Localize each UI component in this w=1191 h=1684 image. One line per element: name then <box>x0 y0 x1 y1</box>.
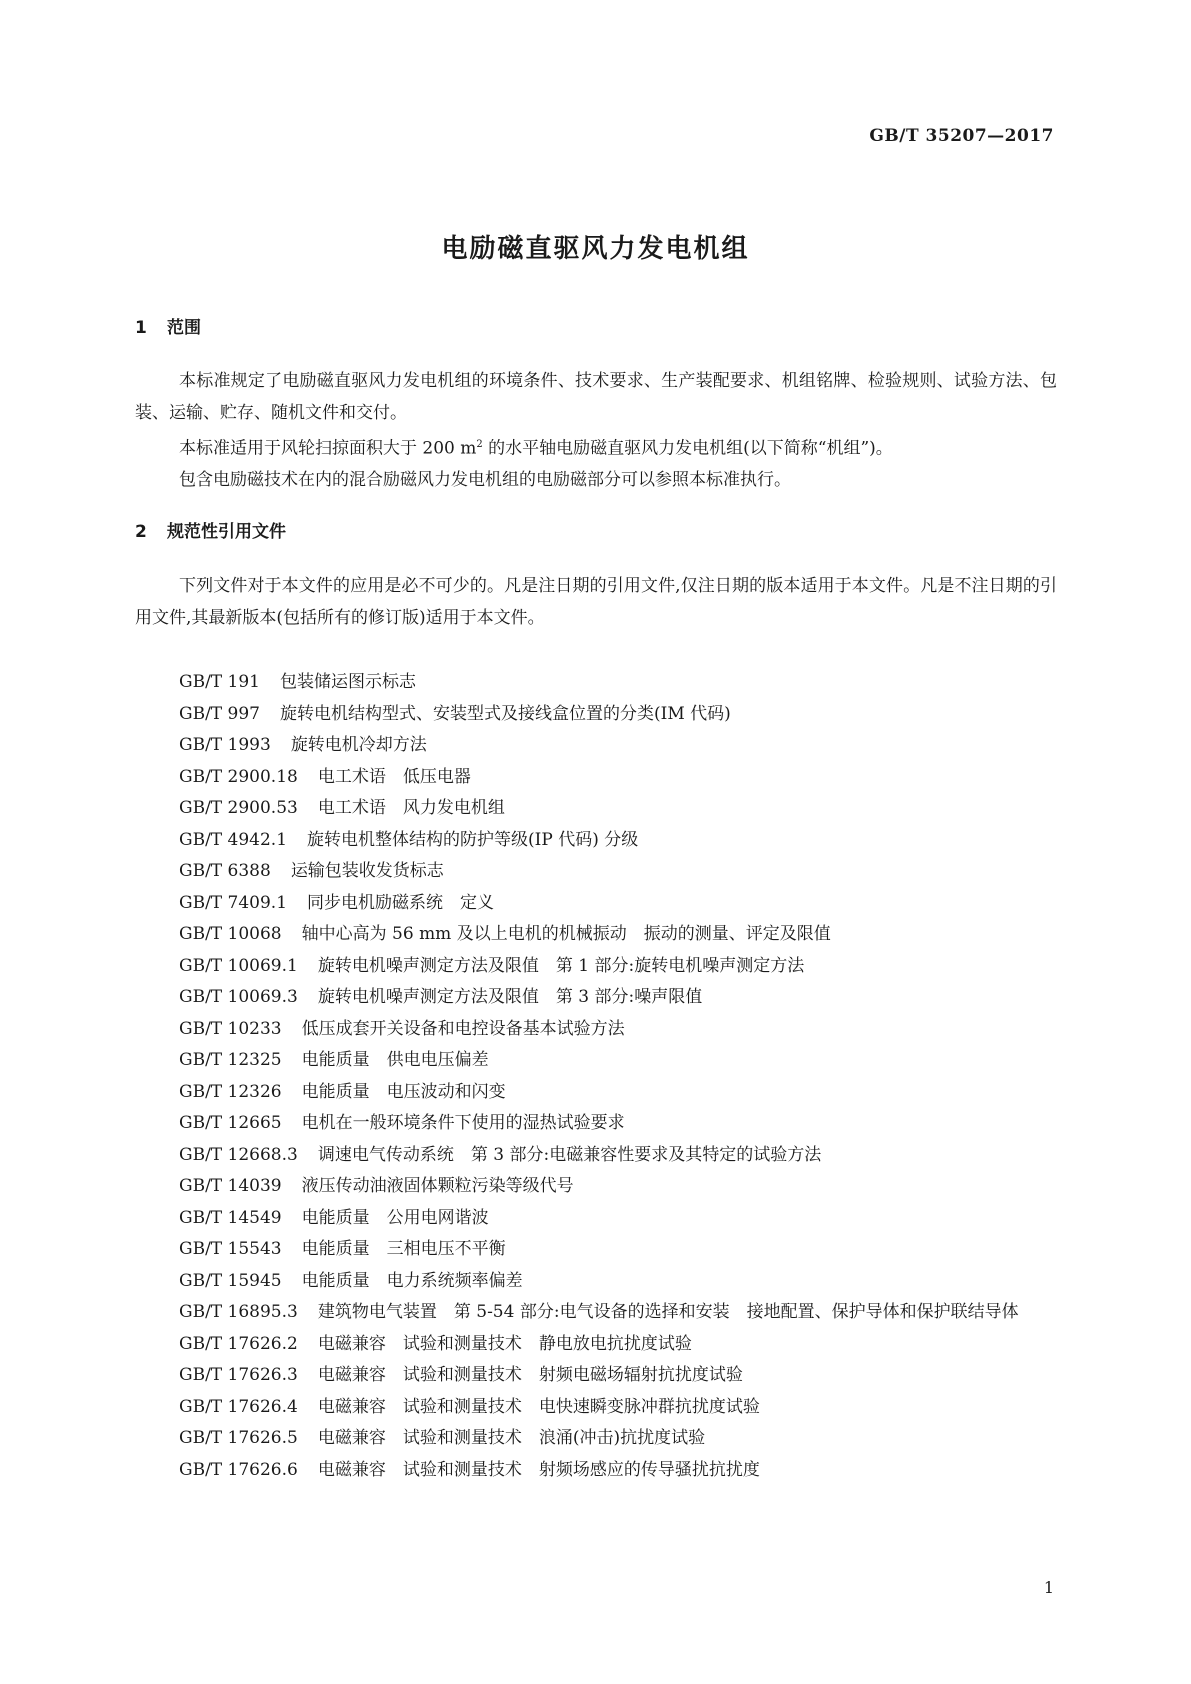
reference-item <box>135 1455 1057 1487</box>
reference-title: 调速电气传动系统 第 3 部分:电磁兼容性要求及其特定的试验方法 <box>317 1144 822 1165</box>
section-title: 规范性引用文件 <box>167 522 286 542</box>
scope-applicability-text-a: 本标准适用于风轮扫掠面积大于 200 m <box>179 438 477 459</box>
section-number: 1 <box>135 318 147 338</box>
reference-code: GB/T 1993 <box>179 735 271 755</box>
reference-item <box>135 1329 1057 1361</box>
reference-code: GB/T 997 <box>179 703 260 724</box>
reference-title: 旋转电机冷却方法 <box>290 735 427 755</box>
section-number: 2 <box>135 522 147 542</box>
reference-title: 旋转电机整体结构的防护等级(IP 代码) 分级 <box>307 829 639 850</box>
reference-code: GB/T 12326 <box>179 1081 282 1102</box>
reference-code: GB/T 17626.3 <box>179 1365 298 1385</box>
reference-title: 电能质量 三相电压不平衡 <box>301 1239 506 1259</box>
reference-item <box>135 1077 1057 1109</box>
reference-code: GB/T 14549 <box>179 1207 282 1228</box>
reference-code: GB/T 2900.53 <box>179 798 298 818</box>
section-heading-scope <box>135 313 201 338</box>
reference-list <box>135 667 1057 1486</box>
reference-title: 电能质量 电力系统频率偏差 <box>301 1270 523 1291</box>
reference-title: 低压成套开关设备和电控设备基本试验方法 <box>301 1018 625 1039</box>
superscript-two: 2 <box>476 439 483 450</box>
reference-title: 电能质量 供电电压偏差 <box>301 1050 489 1070</box>
reference-title: 建筑物电气装置 第 5-54 部分:电气设备的选择和安装 接地配置、保护导体和保护联结导体 <box>317 1302 1019 1322</box>
reference-title: 电磁兼容 试验和测量技术 静电放电抗扰度试验 <box>317 1333 692 1354</box>
reference-code: GB/T 191 <box>179 672 260 692</box>
reference-code: GB/T 2900.18 <box>179 766 298 787</box>
section-title: 范围 <box>167 318 201 338</box>
reference-item <box>135 856 1057 888</box>
reference-title: 包装储运图示标志 <box>280 672 416 692</box>
reference-code: GB/T 6388 <box>179 861 271 881</box>
reference-code: GB/T 17626.6 <box>179 1459 298 1480</box>
reference-code: GB/T 10069.1 <box>179 955 298 976</box>
reference-item <box>135 667 1057 699</box>
reference-title: 电磁兼容 试验和测量技术 电快速瞬变脉冲群抗扰度试验 <box>317 1396 760 1417</box>
reference-item <box>135 1045 1057 1077</box>
document-title: 电励磁直驱风力发电机组 <box>441 234 750 264</box>
scope-paragraph: 本标准规定了电励磁直驱风力发电机组的环境条件、技术要求、生产装配要求、机组铭牌、检验规则、试验方法、包装、运输、贮存、随机文件和交付。 <box>135 371 1057 423</box>
reference-code: GB/T 4942.1 <box>179 829 288 850</box>
reference-code: GB/T 12665 <box>179 1113 282 1133</box>
reference-item <box>135 1297 1057 1329</box>
scope-body <box>135 366 1057 497</box>
reference-item <box>135 1171 1057 1203</box>
reference-code: GB/T 17626.4 <box>179 1396 298 1417</box>
reference-code: GB/T 17626.2 <box>179 1333 298 1354</box>
reference-item <box>135 793 1057 825</box>
reference-item <box>135 1234 1057 1266</box>
reference-item <box>135 888 1057 920</box>
reference-item <box>135 919 1057 951</box>
reference-item <box>135 1203 1057 1235</box>
reference-code: GB/T 10068 <box>179 924 282 944</box>
reference-item <box>135 1360 1057 1392</box>
reference-title: 电磁兼容 试验和测量技术 射频电磁场辐射抗扰度试验 <box>317 1365 743 1385</box>
scope-applicability-paragraph <box>135 429 1057 465</box>
reference-code: GB/T 15945 <box>179 1270 282 1291</box>
reference-title: 旋转电机噪声测定方法及限值 第 3 部分:噪声限值 <box>317 987 703 1007</box>
reference-title: 运输包装收发货标志 <box>290 861 444 881</box>
reference-title: 电工术语 风力发电机组 <box>317 798 505 818</box>
reference-title: 电磁兼容 试验和测量技术 射频场感应的传导骚扰抗扰度 <box>317 1459 760 1480</box>
reference-item <box>135 982 1057 1014</box>
reference-item <box>135 730 1057 762</box>
reference-code: GB/T 12325 <box>179 1050 282 1070</box>
reference-item <box>135 1014 1057 1046</box>
reference-code: GB/T 10069.3 <box>179 987 298 1007</box>
reference-code: GB/T 14039 <box>179 1176 282 1196</box>
scope-applicability-text-b: 的水平轴电励磁直驱风力发电机组(以下简称“机组”)。 <box>488 438 893 459</box>
reference-code: GB/T 17626.5 <box>179 1428 298 1448</box>
reference-item <box>135 1140 1057 1172</box>
reference-code: GB/T 16895.3 <box>179 1302 298 1322</box>
reference-item <box>135 1392 1057 1424</box>
reference-item <box>135 1423 1057 1455</box>
reference-code: GB/T 15543 <box>179 1239 282 1259</box>
reference-item <box>135 951 1057 983</box>
reference-title: 电工术语 低压电器 <box>317 766 471 787</box>
standard-number: GB/T 35207—2017 <box>869 126 1054 146</box>
reference-title: 电磁兼容 试验和测量技术 浪涌(冲击)抗扰度试验 <box>317 1428 706 1448</box>
reference-item <box>135 825 1057 857</box>
reference-title: 电能质量 电压波动和闪变 <box>301 1081 506 1102</box>
reference-title: 电能质量 公用电网谐波 <box>301 1207 489 1228</box>
reference-title: 旋转电机噪声测定方法及限值 第 1 部分:旋转电机噪声测定方法 <box>317 955 805 976</box>
references-intro <box>135 571 1057 634</box>
reference-item <box>135 699 1057 731</box>
page-number: 1 <box>1043 1578 1054 1597</box>
reference-title: 同步电机励磁系统 定义 <box>307 892 495 913</box>
reference-title: 液压传动油液固体颗粒污染等级代号 <box>301 1176 574 1196</box>
reference-code: GB/T 10233 <box>179 1018 282 1039</box>
reference-code: GB/T 7409.1 <box>179 892 288 913</box>
reference-title: 旋转电机结构型式、安装型式及接线盒位置的分类(IM 代码) <box>280 703 731 724</box>
reference-title: 电机在一般环境条件下使用的湿热试验要求 <box>301 1113 625 1133</box>
scope-hybrid-paragraph: 包含电励磁技术在内的混合励磁风力发电机组的电励磁部分可以参照本标准执行。 <box>179 470 791 491</box>
reference-item <box>135 1266 1057 1298</box>
references-intro-paragraph: 下列文件对于本文件的应用是必不可少的。凡是注日期的引用文件,仅注日期的版本适用于本文件。凡是不注日期的引用文件,其最新版本(包括所有的修订版)适用于本文件。 <box>135 576 1057 628</box>
reference-item <box>135 762 1057 794</box>
section-heading-normative-references <box>135 517 286 542</box>
reference-item <box>135 1108 1057 1140</box>
reference-title: 轴中心高为 56 mm 及以上电机的机械振动 振动的测量、评定及限值 <box>301 924 831 944</box>
reference-code: GB/T 12668.3 <box>179 1144 298 1165</box>
